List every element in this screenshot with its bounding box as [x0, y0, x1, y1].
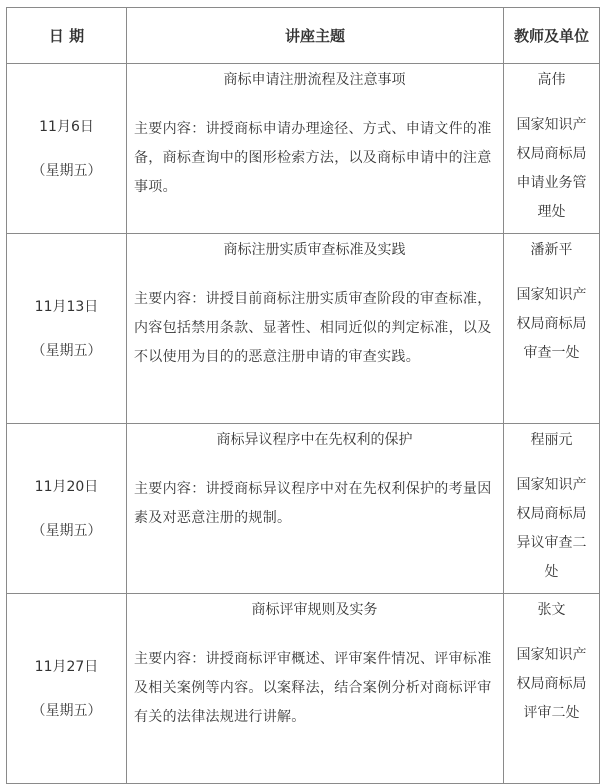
teacher-cell — [504, 594, 600, 784]
lecture-schedule-table — [6, 7, 600, 784]
date-cell — [7, 64, 127, 234]
teacher-unit: 国家知识产权局商标局审查一处 — [516, 287, 587, 361]
topic-content: 主要内容：讲授商标异议程序中对在先权利保护的考量因素及对恶意注册的规制。 — [134, 481, 492, 526]
teacher-cell — [504, 234, 600, 424]
lecture-weekday: （星期五） — [31, 162, 102, 179]
lecture-date: 11月20日 — [34, 478, 99, 495]
topic-content: 主要内容：讲授商标评审概述、评审案件情况、评审标准及相关案例等内容。以案释法，结合案例分析对商标评审有关的法律法规进行讲解。 — [134, 651, 492, 725]
table-header-row — [7, 8, 600, 64]
teacher-name: 高伟 — [537, 72, 566, 88]
topic-cell — [127, 594, 504, 784]
teacher-unit: 国家知识产权局商标局评审二处 — [516, 647, 587, 721]
table-row — [7, 64, 600, 234]
date-cell — [7, 424, 127, 594]
topic-title: 商标注册实质审查标准及实践 — [223, 242, 406, 258]
date-cell — [7, 234, 127, 424]
lecture-date: 11月13日 — [34, 298, 99, 315]
date-cell — [7, 594, 127, 784]
topic-title: 商标异议程序中在先权利的保护 — [216, 432, 413, 448]
header-teacher: 教师及单位 — [504, 8, 600, 64]
teacher-name: 张文 — [537, 602, 566, 618]
table-row — [7, 234, 600, 424]
lecture-date: 11月6日 — [39, 118, 94, 135]
topic-cell — [127, 424, 504, 594]
teacher-name: 程丽元 — [530, 432, 573, 448]
topic-cell — [127, 64, 504, 234]
lecture-weekday: （星期五） — [31, 522, 102, 539]
table-row — [7, 594, 600, 784]
lecture-weekday: （星期五） — [31, 702, 102, 719]
teacher-unit: 国家知识产权局商标局申请业务管理处 — [516, 117, 587, 220]
header-date: 日 期 — [7, 8, 127, 64]
topic-content: 主要内容：讲授目前商标注册实质审查阶段的审查标准，内容包括禁用条款、显著性、相同近似的判定标准，以及不以使用为目的的恶意注册申请的审查实践。 — [134, 291, 492, 365]
teacher-cell — [504, 424, 600, 594]
teacher-unit: 国家知识产权局商标局异议审查二处 — [516, 477, 587, 580]
header-topic: 讲座主题 — [127, 8, 504, 64]
teacher-name: 潘新平 — [530, 242, 573, 258]
lecture-weekday: （星期五） — [31, 342, 102, 359]
topic-title: 商标申请注册流程及注意事项 — [223, 72, 406, 88]
table-row — [7, 424, 600, 594]
topic-cell — [127, 234, 504, 424]
lecture-date: 11月27日 — [34, 658, 99, 675]
teacher-cell — [504, 64, 600, 234]
topic-title: 商标评审规则及实务 — [251, 602, 378, 618]
topic-content: 主要内容：讲授商标申请办理途径、方式、申请文件的准备，商标查询中的图形检索方法，以及商标申请中的注意事项。 — [134, 121, 492, 195]
